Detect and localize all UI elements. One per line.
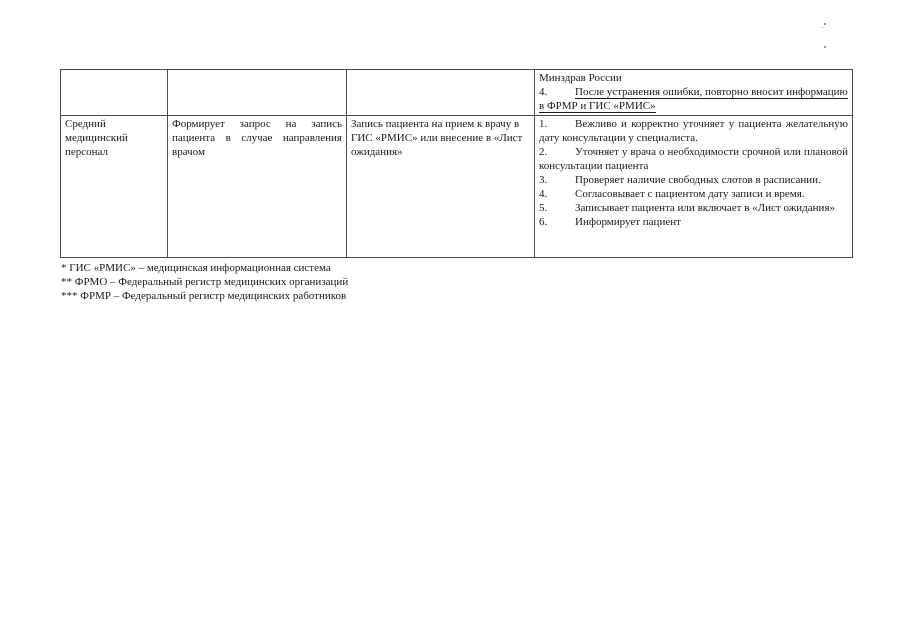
responsibilities-table [60,69,853,258]
list-item-text: После устранения ошибки, повторно вносит информацию в ФРМР и ГИС «РМИС» [539,86,848,112]
list-item [539,145,848,173]
list-item-text: Минздрав России [539,72,622,84]
list-item-number: 3. [539,174,548,186]
list-item-text: Уточняет у врача о необходимости срочной или плановой консультации пациента [539,146,848,172]
list-item-number: 6. [539,216,548,228]
role-cell: Средний медицинский персонал [61,116,168,258]
table-row [61,70,853,116]
list-item-number: 1. [539,118,548,130]
table-row [61,116,853,258]
footnote: ** ФРМО – Федеральный регистр медицинских организаций [61,276,349,288]
list-item-text: Информирует пациент [575,216,681,228]
table-cell [168,70,347,116]
list-item [539,71,848,85]
list-item [539,85,848,113]
list-item-text: Согласовывает с пациентом дату записи и время. [575,188,805,200]
footnote: * ГИС «РМИС» – медицинская информационная система [61,262,331,274]
scan-marks [818,20,832,54]
list-item-number: 5. [539,202,548,214]
table-cell-actions [535,116,853,258]
list-item-text: Записывает пациента или включает в «Лист ожидания» [575,202,835,214]
table-cell [61,70,168,116]
list-item [539,117,848,145]
list-item [539,215,848,229]
process-cell: Запись пациента на прием к врачу в ГИС «РМИС» или внесение в «Лист ожидания» [347,116,535,258]
list-item [539,187,848,201]
function-cell: Формирует запрос на запись пациента в случае направления врачом [168,116,347,258]
list-item [539,201,848,215]
list-item-number: 4. [539,188,548,200]
list-item-number: 4. [539,86,548,98]
table-cell-actions [535,70,853,116]
footnote: *** ФРМР – Федеральный регистр медицинских работников [61,290,347,302]
footnotes [61,261,348,303]
list-item-number: 2. [539,146,548,158]
table-cell [347,70,535,116]
list-item-text: Вежливо и корректно уточняет у пациента желательную дату консультации у специалиста. [539,118,848,144]
list-item [539,173,848,187]
list-item-text: Проверяет наличие свободных слотов в расписании. [575,174,821,186]
